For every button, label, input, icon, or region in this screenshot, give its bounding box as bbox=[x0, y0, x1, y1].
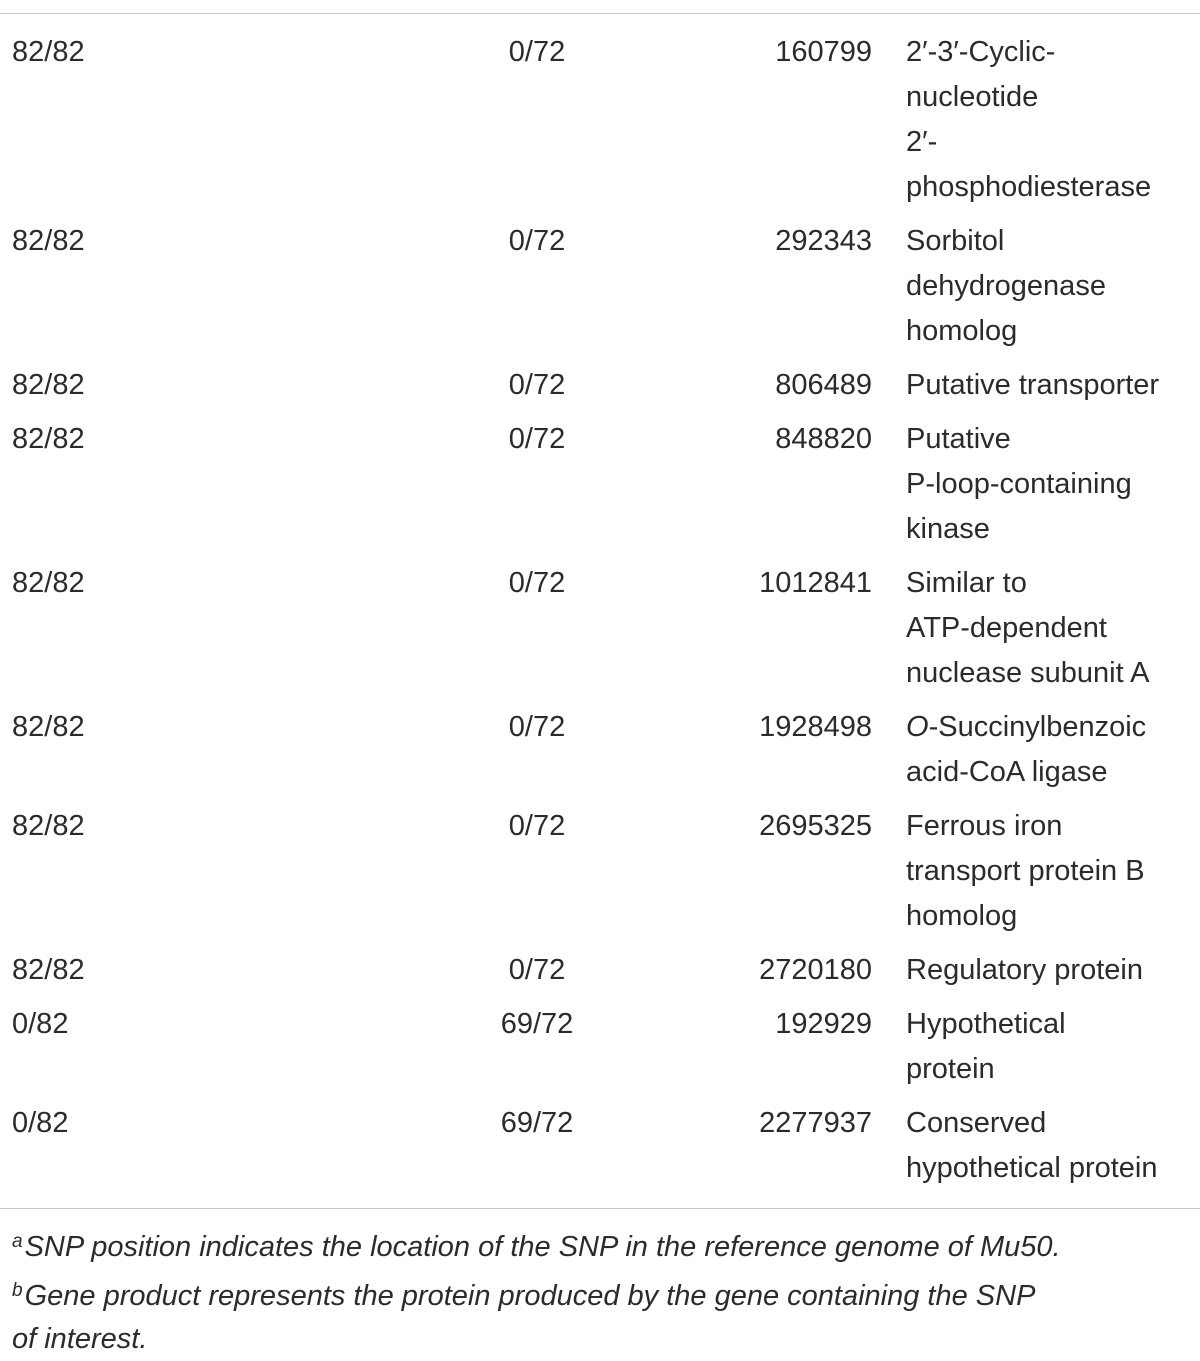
cell-col1: 0/82 bbox=[12, 1107, 69, 1139]
gene-product-line: nucleotide bbox=[906, 81, 1039, 113]
cell-gene-product bbox=[906, 804, 1196, 939]
gene-product-line: homolog bbox=[906, 315, 1018, 347]
cell-snp-position: 806489 bbox=[775, 369, 872, 401]
cell-col2: 0/72 bbox=[508, 225, 566, 257]
footnote-b bbox=[12, 1269, 1188, 1318]
cell-col1: 82/82 bbox=[12, 225, 85, 257]
cell-snp-position: 2720180 bbox=[759, 954, 872, 986]
cell-col1: 82/82 bbox=[12, 711, 85, 743]
footnote-marker: b bbox=[12, 1280, 23, 1301]
cell-col2: 0/72 bbox=[508, 423, 566, 455]
gene-product-line: protein bbox=[906, 1053, 995, 1085]
cell-col2: 69/72 bbox=[500, 1008, 574, 1040]
cell-snp-position: 192929 bbox=[775, 1008, 872, 1040]
gene-product-line: hypothetical protein bbox=[906, 1152, 1158, 1184]
gene-product-line: Putative transporter bbox=[906, 369, 1160, 401]
cell-col1: 82/82 bbox=[12, 36, 85, 68]
gene-product-line: Ferrous iron bbox=[906, 810, 1063, 842]
cell-snp-position: 2695325 bbox=[759, 810, 872, 842]
gene-product-line: ATP-dependent bbox=[906, 612, 1107, 644]
cell-snp-position: 848820 bbox=[775, 423, 872, 455]
cell-col2: 69/72 bbox=[500, 1107, 574, 1139]
cell-col1: 82/82 bbox=[12, 810, 85, 842]
cell-col2: 0/72 bbox=[508, 711, 566, 743]
cell-col2: 0/72 bbox=[508, 810, 566, 842]
cell-snp-position: 2277937 bbox=[759, 1107, 872, 1139]
cell-gene-product bbox=[906, 30, 1196, 210]
cell-snp-position: 1928498 bbox=[759, 711, 872, 743]
cell-col1: 82/82 bbox=[12, 369, 85, 401]
cell-col1: 0/82 bbox=[12, 1008, 69, 1040]
cell-gene-product bbox=[906, 705, 1196, 795]
gene-product-line: nuclease subunit A bbox=[906, 657, 1150, 689]
gene-product-line1-rest: -Succinylbenzoic bbox=[928, 711, 1147, 743]
gene-product-line: 2′-3′-Cyclic- bbox=[906, 36, 1056, 68]
gene-product-line: transport protein B bbox=[906, 855, 1145, 887]
cell-gene-product bbox=[906, 1002, 1196, 1092]
footnote-b-continuation: of interest. bbox=[12, 1323, 148, 1355]
table-footnotes bbox=[12, 1220, 1188, 1361]
gene-product-line: phosphodiesterase bbox=[906, 171, 1152, 203]
gene-product-line: Regulatory protein bbox=[906, 954, 1143, 986]
footnote-text: SNP position indicates the location of the SNP in the reference genome of Mu50. bbox=[24, 1231, 1061, 1263]
footnote-text: Gene product represents the protein produced by the gene containing the SNP bbox=[24, 1280, 1036, 1312]
cell-col2: 0/72 bbox=[508, 36, 566, 68]
gene-product-line: kinase bbox=[906, 513, 990, 545]
cell-col2: 0/72 bbox=[508, 567, 566, 599]
gene-product-line bbox=[906, 705, 1196, 750]
cell-snp-position: 160799 bbox=[775, 36, 872, 68]
cell-col1: 82/82 bbox=[12, 954, 85, 986]
cell-col2: 0/72 bbox=[508, 954, 566, 986]
gene-product-italic-prefix: O bbox=[906, 711, 929, 743]
table-top-rule bbox=[0, 13, 1200, 14]
cell-col1: 82/82 bbox=[12, 423, 85, 455]
gene-product-line: homolog bbox=[906, 900, 1018, 932]
cell-col2: 0/72 bbox=[508, 369, 566, 401]
cell-gene-product bbox=[906, 561, 1196, 696]
footnote-marker: a bbox=[12, 1231, 23, 1252]
gene-product-line: acid-CoA ligase bbox=[906, 756, 1108, 788]
gene-product-line: 2′- bbox=[906, 126, 938, 158]
cell-col1: 82/82 bbox=[12, 567, 85, 599]
cell-gene-product bbox=[906, 417, 1196, 552]
gene-product-line: P-loop-containing bbox=[906, 468, 1132, 500]
cell-snp-position: 292343 bbox=[775, 225, 872, 257]
gene-product-line: Hypothetical bbox=[906, 1008, 1066, 1040]
cell-gene-product bbox=[906, 948, 1196, 993]
gene-product-line: Putative bbox=[906, 423, 1011, 455]
cell-gene-product bbox=[906, 219, 1196, 354]
cell-gene-product bbox=[906, 363, 1196, 408]
cell-gene-product bbox=[906, 1101, 1196, 1191]
gene-product-line: Sorbitol bbox=[906, 225, 1005, 257]
gene-product-line: dehydrogenase bbox=[906, 270, 1106, 302]
gene-product-line: Conserved bbox=[906, 1107, 1047, 1139]
table-bottom-rule bbox=[0, 1208, 1200, 1209]
cell-snp-position: 1012841 bbox=[759, 567, 872, 599]
gene-product-line: Similar to bbox=[906, 567, 1027, 599]
footnote-a bbox=[12, 1220, 1188, 1269]
